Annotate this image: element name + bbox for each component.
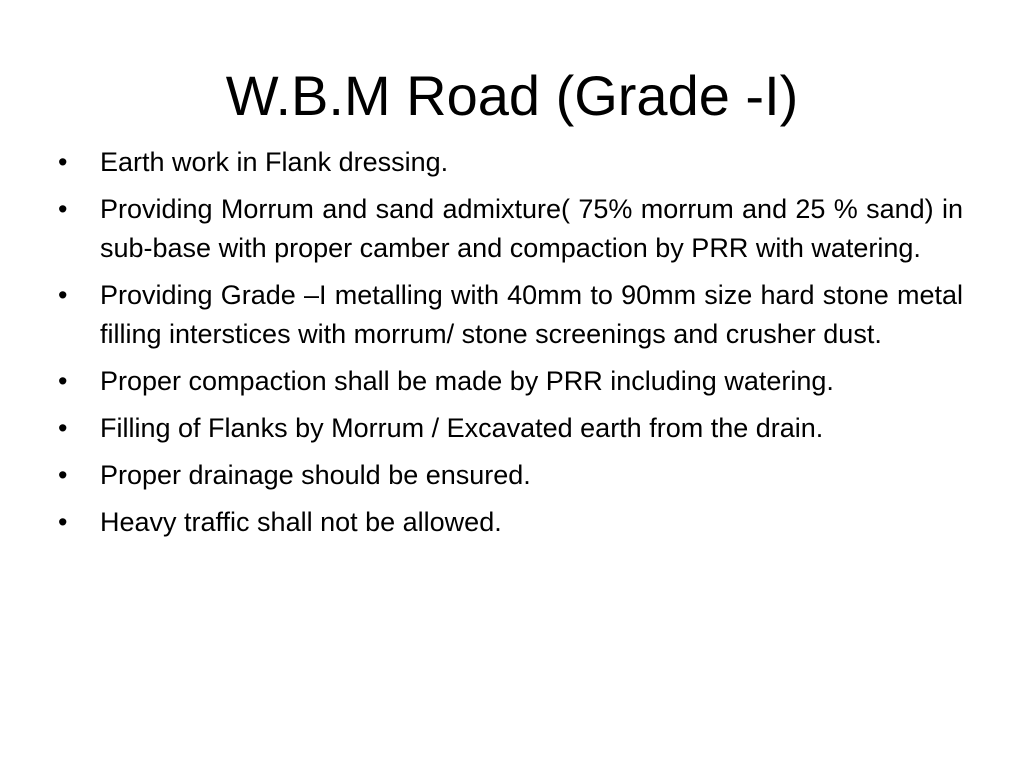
bullet-text: Heavy traffic shall not be allowed. <box>100 507 502 537</box>
bullet-icon: • <box>58 413 68 443</box>
bullet-icon: • <box>58 460 68 490</box>
bullet-text: Filling of Flanks by Morrum / Excavated earth from the drain. <box>100 413 824 443</box>
bullet-icon: • <box>58 280 68 310</box>
bullet-item-grade-metalling <box>58 276 963 354</box>
bullet-item-morrum-sand <box>58 190 963 268</box>
bullet-text: Earth work in Flank dressing. <box>100 147 449 177</box>
bullet-text: Proper compaction shall be made by PRR including watering. <box>100 366 834 396</box>
bullet-item-earth-work <box>58 143 963 182</box>
bullet-icon: • <box>58 194 68 224</box>
bullet-text: Providing Grade –I metalling with 40mm to 90mm size hard stone metal filling interstices with morrum/ stone screenings and crusher dust. <box>100 280 963 349</box>
slide-title: W.B.M Road (Grade -I) <box>225 64 799 127</box>
bullet-item-heavy-traffic <box>58 503 963 542</box>
bullet-icon: • <box>58 147 68 177</box>
bullet-icon: • <box>58 366 68 396</box>
bullet-item-filling-flanks <box>58 409 963 448</box>
bullet-text: Proper drainage should be ensured. <box>100 460 531 490</box>
bullet-item-drainage <box>58 456 963 495</box>
bullet-list <box>58 143 963 550</box>
bullet-text: Providing Morrum and sand admixture( 75% morrum and 25 % sand) in sub-base with proper camber and compaction by PRR with watering. <box>100 194 963 263</box>
bullet-icon: • <box>58 507 68 537</box>
bullet-item-compaction <box>58 362 963 401</box>
